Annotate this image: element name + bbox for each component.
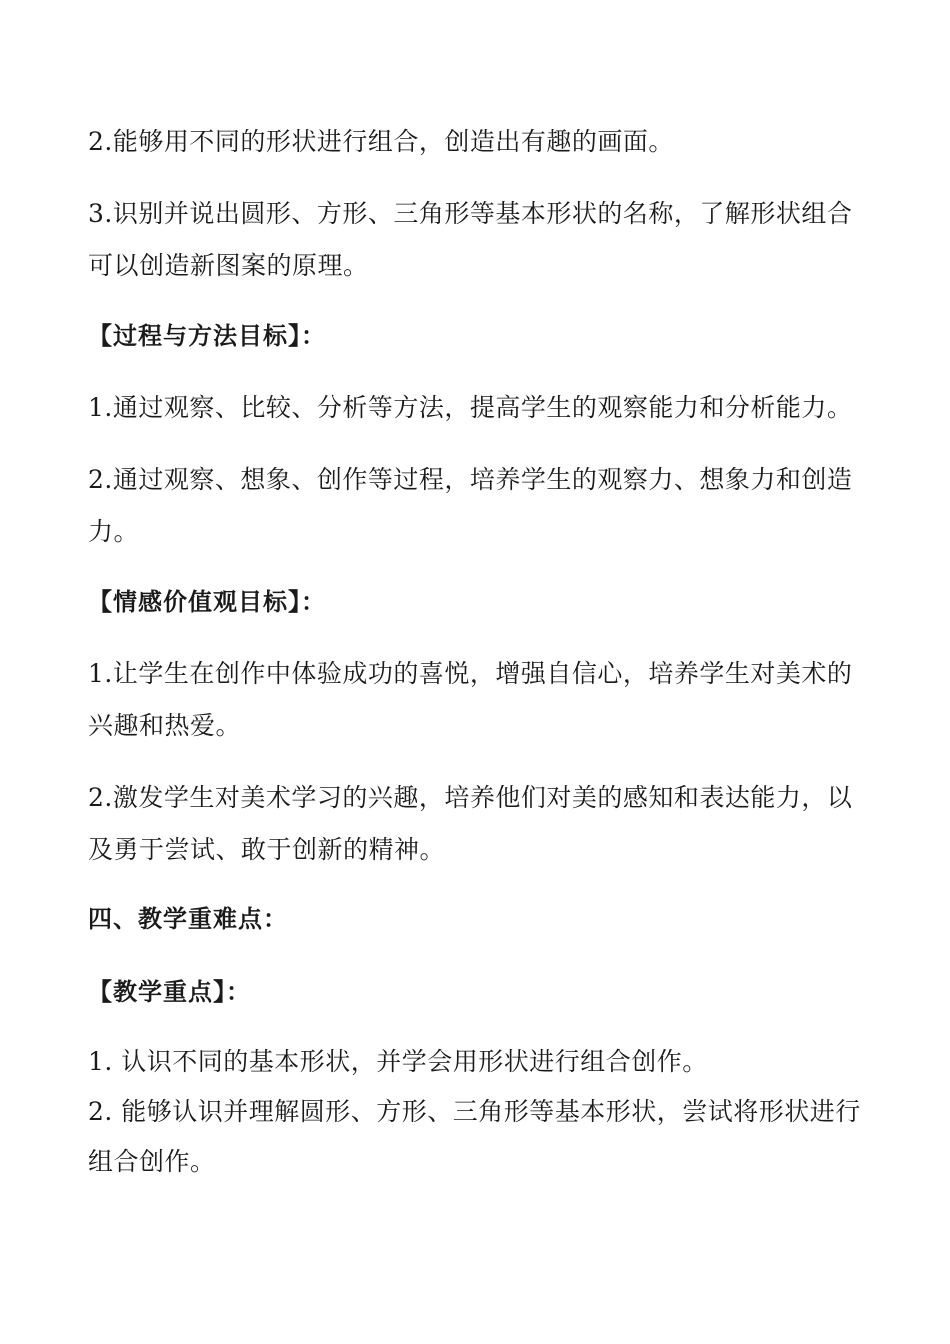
key-point-1: 1. 认识不同的基本形状，并学会用形状进行组合创作。 <box>88 1047 708 1076</box>
key-point-2-line1: 2. 能够认识并理解圆形、方形、三角形等基本形状，尝试将形状进行 <box>88 1097 861 1126</box>
key-point-2-line2: 组合创作。 <box>88 1147 216 1176</box>
process-goal-2-line2: 力。 <box>88 517 140 546</box>
knowledge-goal-3-line2: 可以创造新图案的原理。 <box>88 251 369 280</box>
knowledge-goal-3-line1: 3.识别并说出圆形、方形、三角形等基本形状的名称，了解形状组合 <box>88 199 853 228</box>
emotion-goals-heading: 【情感价值观目标】： <box>88 588 326 616</box>
process-goals-heading: 【过程与方法目标】： <box>88 322 326 350</box>
process-goal-1: 1.通过观察、比较、分析等方法，提高学生的观察能力和分析能力。 <box>88 393 853 422</box>
emotion-goal-2-line2: 及勇于尝试、敢于创新的精神。 <box>88 835 446 864</box>
section4-heading: 四、教学重难点： <box>88 905 288 933</box>
knowledge-goal-2: 2.能够用不同的形状进行组合，创造出有趣的画面。 <box>88 127 674 156</box>
emotion-goal-1-line2: 兴趣和热爱。 <box>88 711 242 740</box>
key-points-heading: 【教学重点】： <box>88 978 251 1006</box>
process-goal-2-line1: 2.通过观察、想象、创作等过程，培养学生的观察力、想象力和创造 <box>88 465 853 494</box>
emotion-goal-1-line1: 1.让学生在创作中体验成功的喜悦，增强自信心，培养学生对美术的 <box>88 659 853 688</box>
emotion-goal-2-line1: 2.激发学生对美术学习的兴趣，培养他们对美的感知和表达能力，以 <box>88 783 853 812</box>
